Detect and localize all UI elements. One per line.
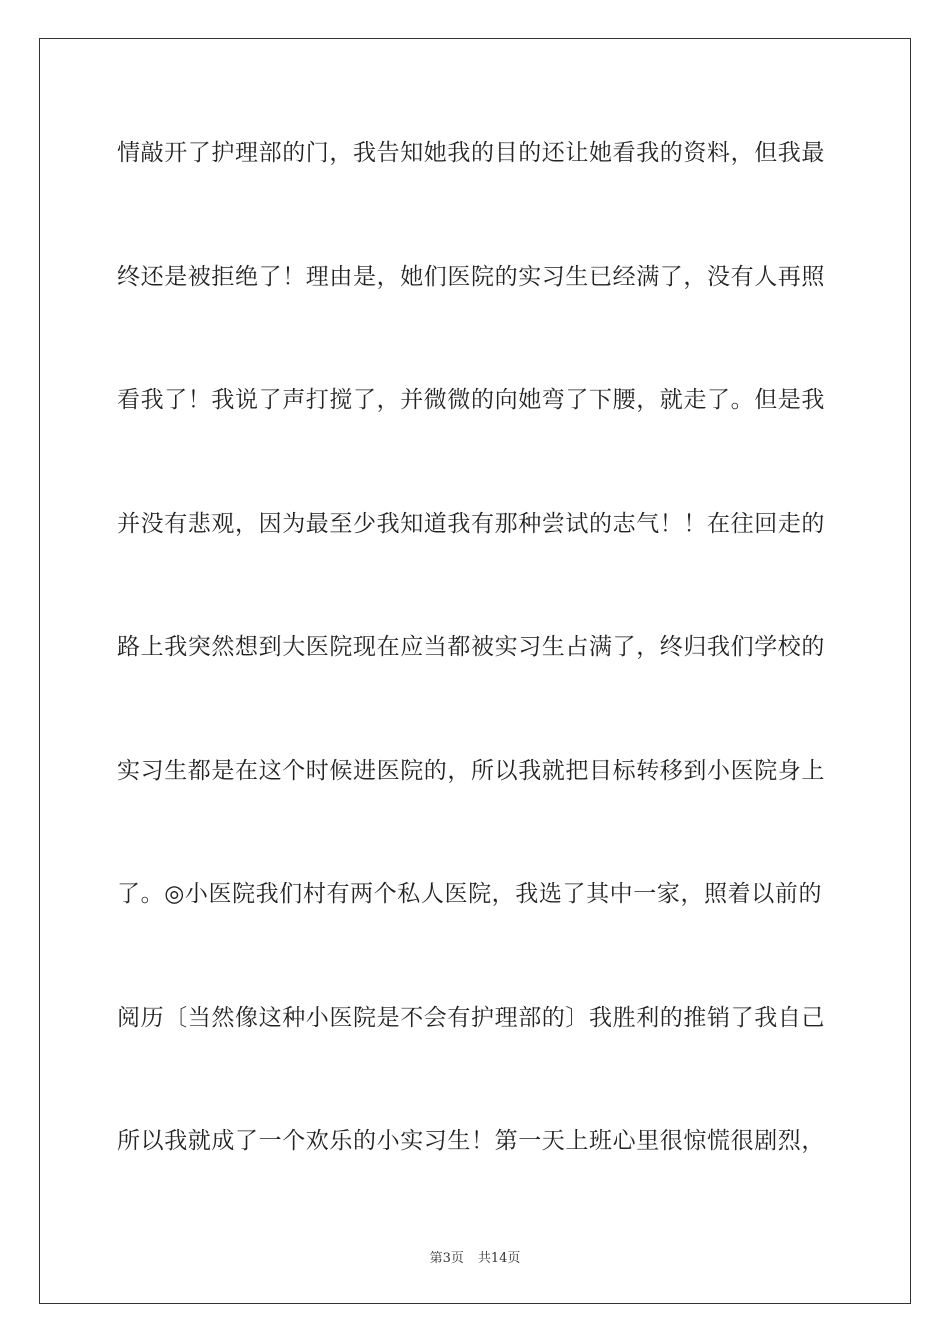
text-line: 了。◎小医院我们村有两个私人医院，我选了其中一家，照着以前的 bbox=[117, 881, 823, 907]
text-line: 情敲开了护理部的门，我告知她我的目的还让她看我的资料，但我最 bbox=[117, 140, 825, 166]
text-line: 路上我突然想到大医院现在应当都被实习生占满了，终归我们学校的 bbox=[117, 634, 825, 660]
total-pages: 共14页 bbox=[477, 1251, 521, 1266]
text-line: 并没有悲观，因为最至少我知道我有那种尝试的志气！！在往回走的 bbox=[117, 510, 825, 537]
document-body bbox=[117, 126, 837, 1238]
text-line: 看我了！我说了声打搅了，并微微的向她弯了下腰，就走了。但是我 bbox=[117, 387, 825, 413]
page-number: 第3页 bbox=[429, 1251, 464, 1266]
text-line: 终还是被拒绝了！理由是，她们医院的实习生已经满了，没有人再照 bbox=[117, 263, 825, 290]
page-footer bbox=[0, 1247, 950, 1266]
text-line: 实习生都是在这个时候进医院的，所以我就把目标转移到小医院身上 bbox=[117, 757, 825, 784]
text-line: 阅历〔当然像这种小医院是不会有护理部的〕我胜利的推销了我自己 bbox=[117, 1004, 825, 1031]
text-line: 所以我就成了一个欢乐的小实习生！第一天上班心里很惊慌很剧烈， bbox=[117, 1128, 825, 1154]
